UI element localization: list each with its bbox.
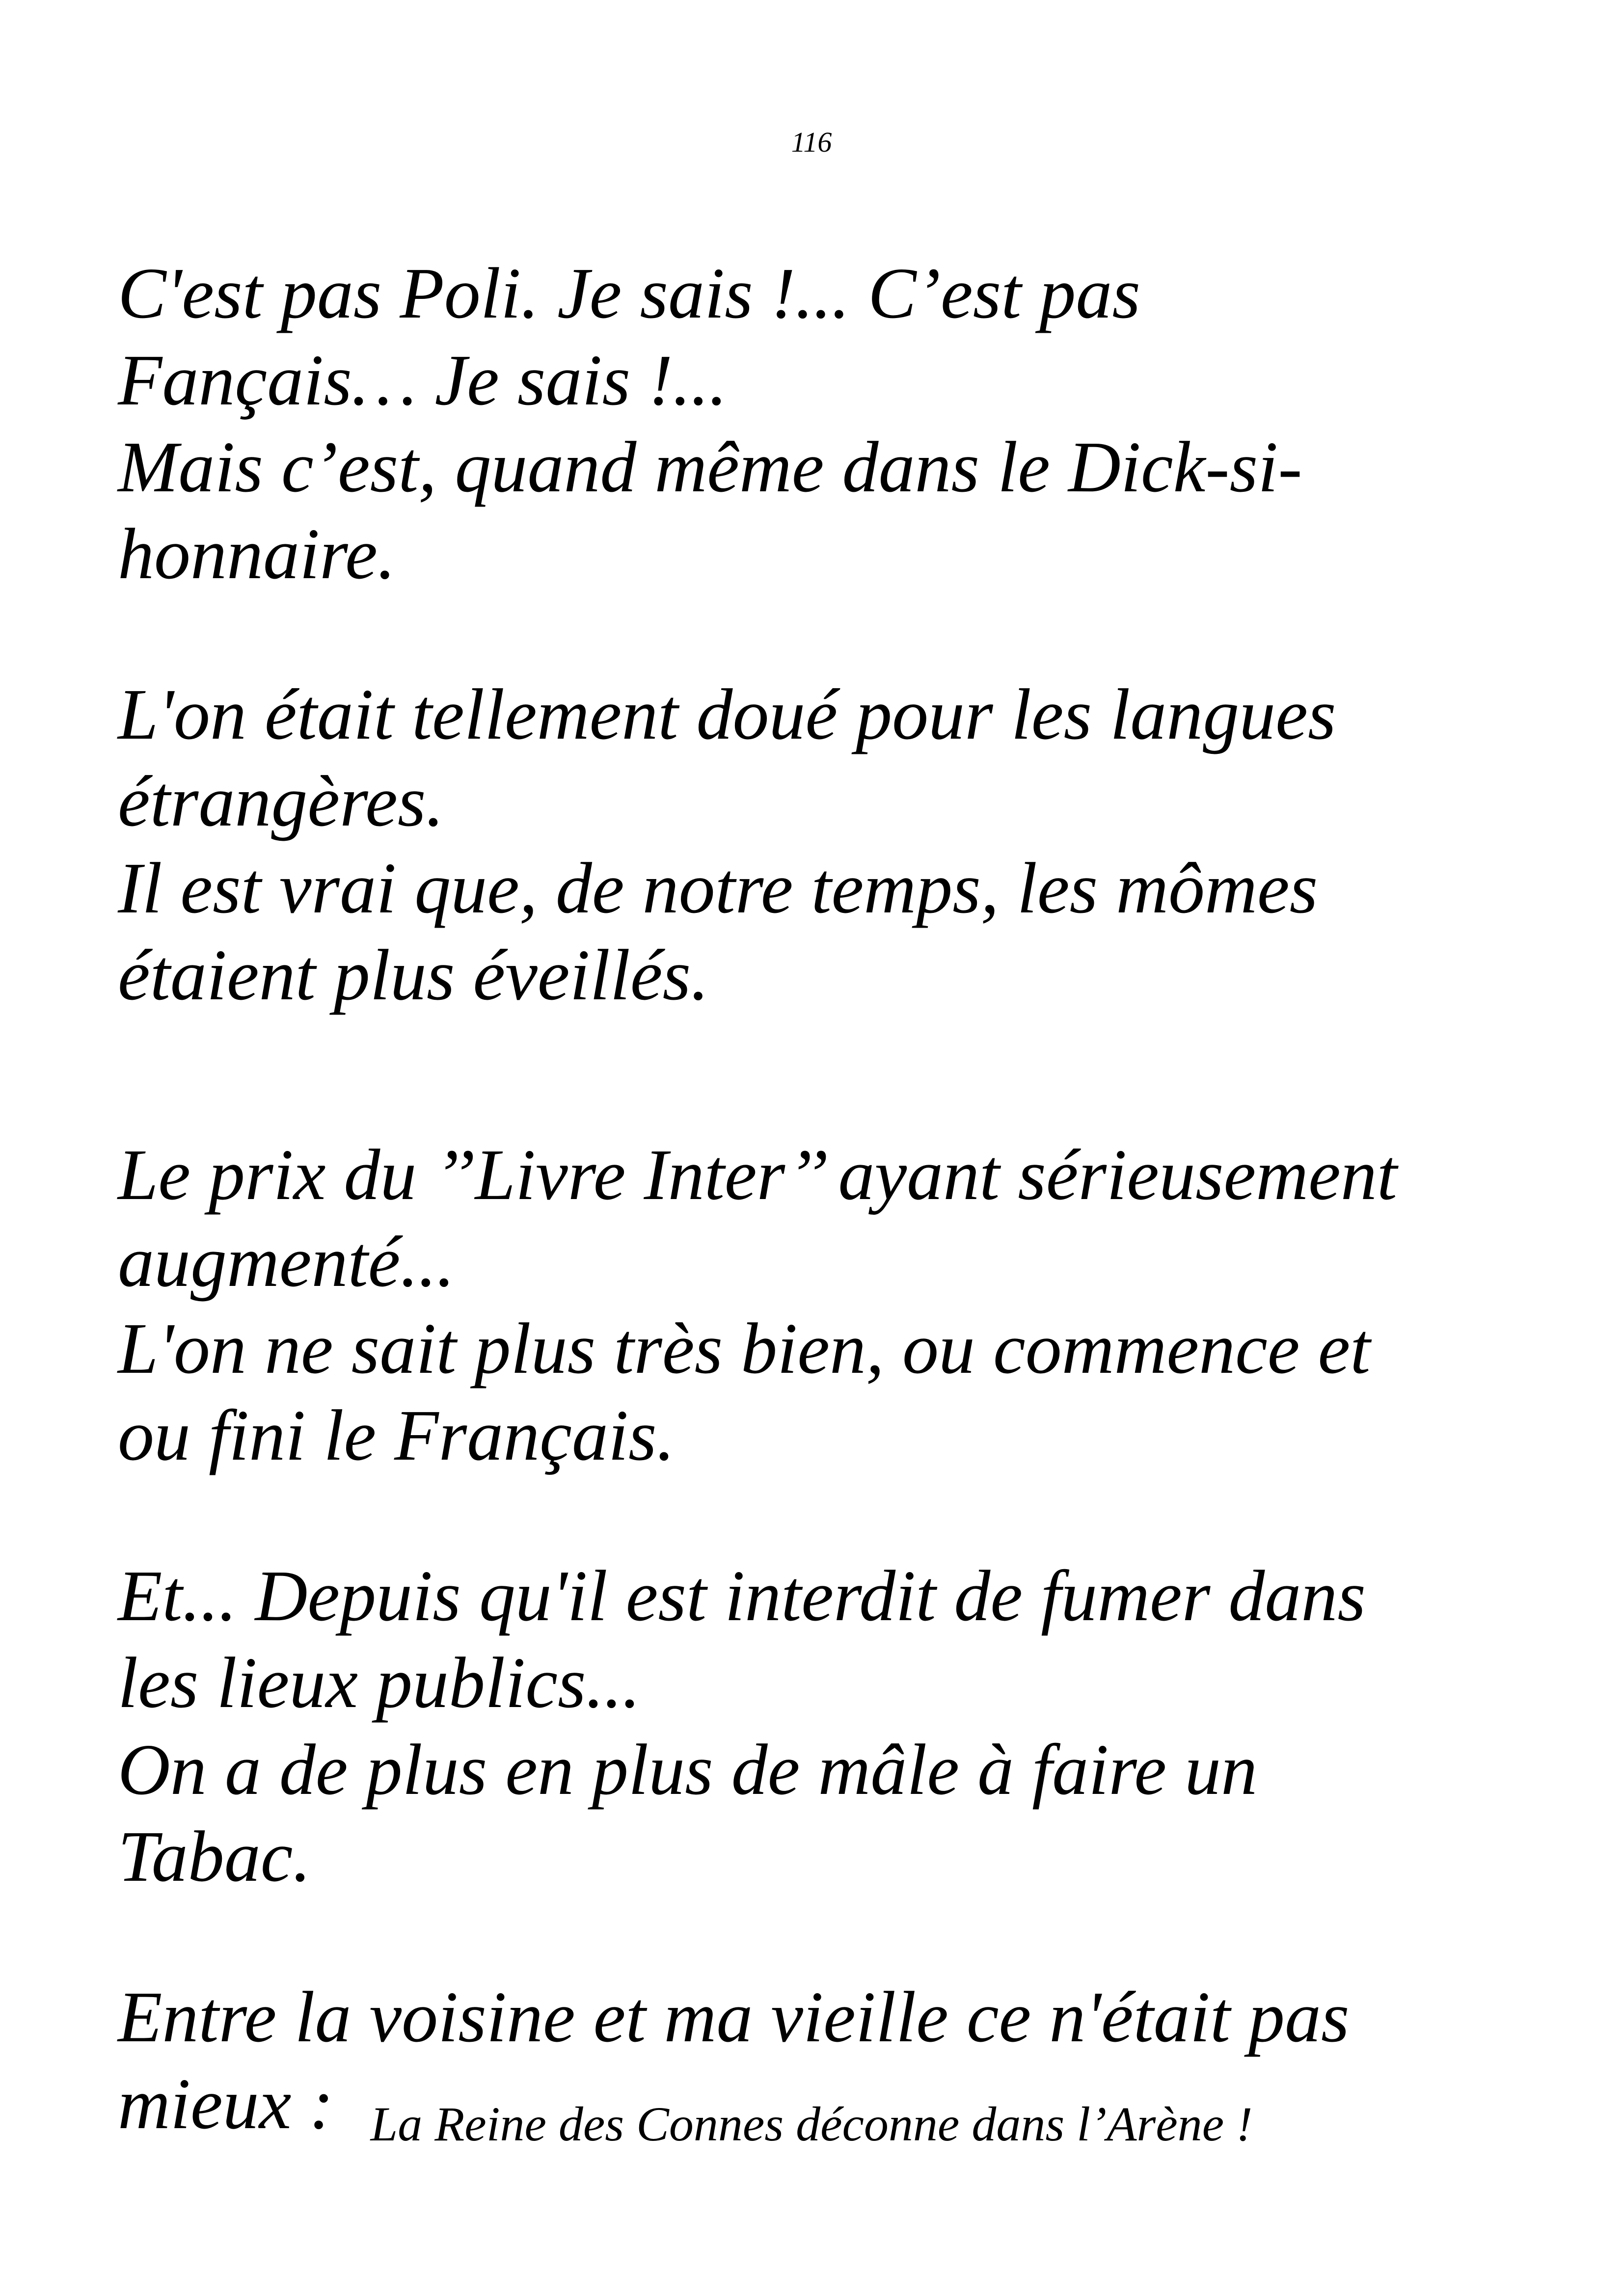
paragraph-2 xyxy=(118,671,1571,1019)
text-line: étaient plus éveillés. xyxy=(118,935,709,1015)
text-line: C'est pas Poli. Je sais !... C’est pas xyxy=(118,253,1140,334)
paragraph-3 xyxy=(118,1132,1571,1479)
paragraph-4 xyxy=(118,1553,1571,1900)
text-line: les lieux publics... xyxy=(118,1643,641,1723)
page-body xyxy=(118,250,1571,2148)
text-line: augmenté... xyxy=(118,1222,455,1302)
text-line: Mais c’est, quand même dans le Dick-si- xyxy=(118,427,1302,507)
page-number: 116 xyxy=(791,126,832,158)
text-line: On a de plus en plus de mâle à faire un xyxy=(118,1730,1258,1810)
text-line: Tabac. xyxy=(118,1816,311,1897)
text-line: Et... Depuis qu'il est interdit de fumer dans xyxy=(118,1556,1366,1636)
text-line: mieux : xyxy=(118,2064,334,2144)
text-line: L'on ne sait plus très bien, ou commence et xyxy=(118,1308,1371,1389)
text-line: L'on était tellement doué pour les langues xyxy=(118,674,1336,755)
text-line: Il est vrai que, de notre temps, les mômes xyxy=(118,848,1318,929)
text-line: ou fini le Français. xyxy=(118,1395,675,1476)
text-line: étrangères. xyxy=(118,761,444,842)
text-line: Le prix du ’’Livre Inter’’ ayant sérieusement xyxy=(118,1135,1397,1215)
text-line: Entre la voisine et ma vieille ce n'était pas xyxy=(118,1977,1350,2057)
text-line: Fançais… Je sais !... xyxy=(118,340,728,421)
paragraph-1 xyxy=(118,250,1571,598)
page-footer: La Reine des Connes déconne dans l’Arène ! xyxy=(370,2097,1253,2151)
text-line: honnaire. xyxy=(118,514,396,594)
